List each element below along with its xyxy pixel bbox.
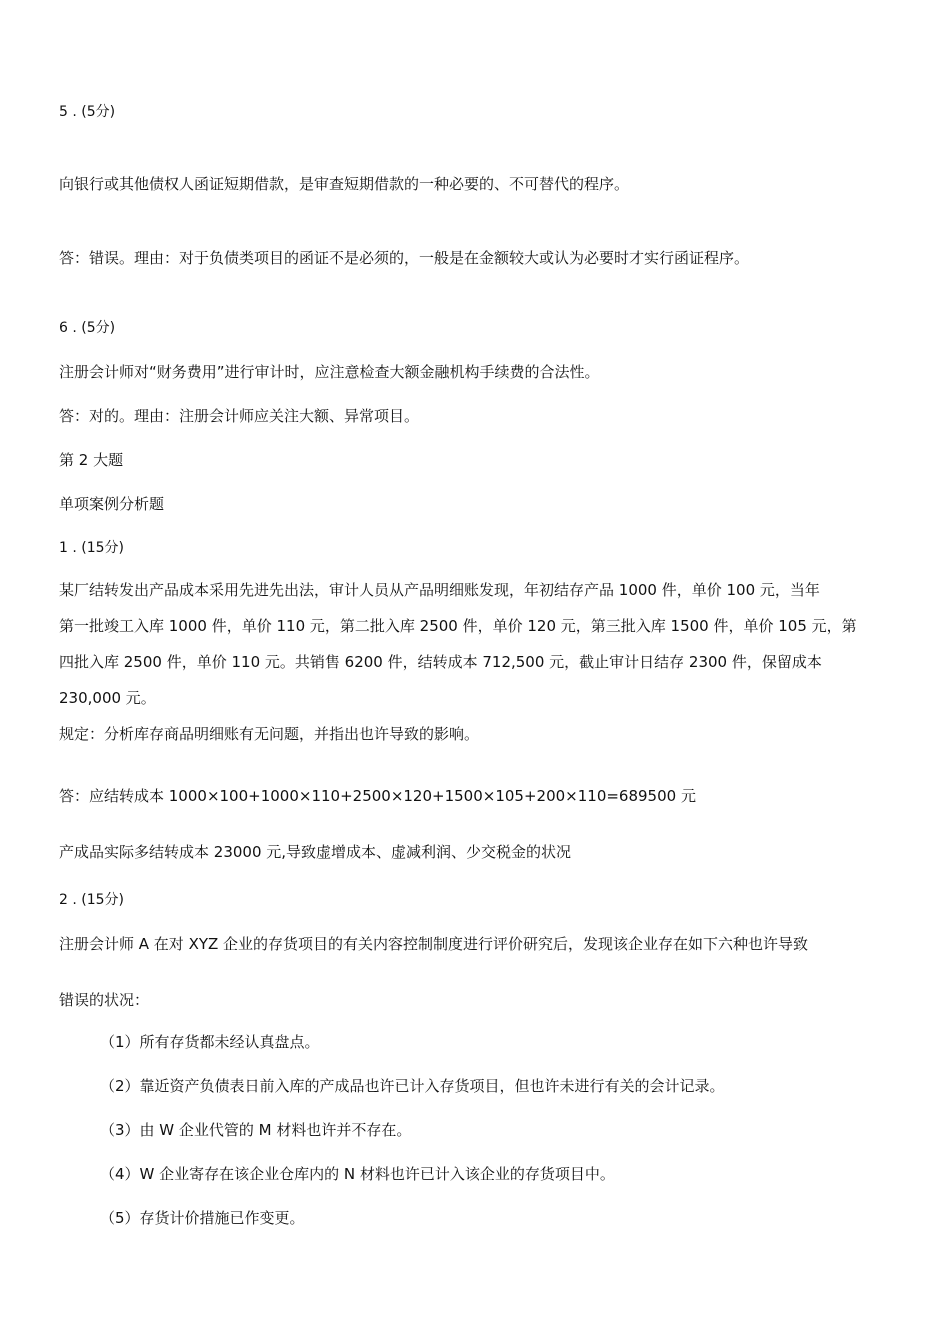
question-2-text: 注册会计师 A 在对 XYZ 企业的存货项目的有关内容控制制度进行评价研究后，发现该企业存在如下六种也许导致: [59, 935, 809, 953]
question-1-line: 230,000 元。: [59, 689, 156, 707]
question-1-answer: 答：应结转成本 1000×100+1000×110+2500×120+1500×105+200×110=689500 元: [59, 787, 696, 805]
question-2-text-continued: 错误的状况：: [59, 991, 150, 1009]
question-1-line: 四批入库 2500 件，单价 110 元。共销售 6200 件，结转成本 712,500 元，截止审计日结存 2300 件，保留成本: [59, 653, 822, 671]
question-5-text: 向银行或其他债权人函证短期借款，是审查短期借款的一种必要的、不可替代的程序。: [59, 175, 630, 193]
section-subtitle: 单项案例分析题: [59, 495, 165, 513]
question-1-line: 某厂结转发出产品成本采用先进先出法，审计人员从产品明细账发现，年初结存产品 1000 件，单价 100 元，当年: [59, 581, 820, 599]
list-item: （5）存货计价措施已作变更。: [100, 1209, 305, 1227]
question-5-answer: 答：错误。理由：对于负债类项目的函证不是必须的，一般是在金额较大或认为必要时才实行函证程序。: [59, 249, 750, 267]
question-6-answer: 答：对的。理由：注册会计师应关注大额、异常项目。: [59, 407, 420, 425]
list-item: （3）由 W 企业代管的 M 材料也许并不存在。: [100, 1121, 412, 1139]
question-1-line: 第一批竣工入库 1000 件，单价 110 元，第二批入库 2500 件，单价 120 元，第三批入库 1500 件，单价 105 元，第: [59, 617, 857, 635]
question-6-text: 注册会计师对“财务费用”进行审计时，应注意检查大额金融机构手续费的合法性。: [59, 363, 600, 381]
question-1-answer-continued: 产成品实际多结转成本 23000 元,导致虚增成本、虚减利润、少交税金的状况: [59, 843, 572, 861]
question-1-header: 1 . (15分): [59, 540, 124, 556]
list-item: （1）所有存货都未经认真盘点。: [100, 1033, 320, 1051]
question-1-requirement: 规定：分析库存商品明细账有无问题，并指出也许导致的影响。: [59, 725, 480, 743]
list-item: （4）W 企业寄存在该企业仓库内的 N 材料也许已计入该企业的存货项目中。: [100, 1165, 615, 1183]
section-title: 第 2 大题: [59, 451, 124, 469]
question-6-header: 6 . (5分): [59, 320, 116, 336]
question-5-header: 5 . (5分): [59, 104, 116, 120]
list-item: （2）靠近资产负债表日前入库的产成品也许已计入存货项目，但也许未进行有关的会计记录。: [100, 1077, 725, 1095]
question-2-header: 2 . (15分): [59, 892, 124, 908]
